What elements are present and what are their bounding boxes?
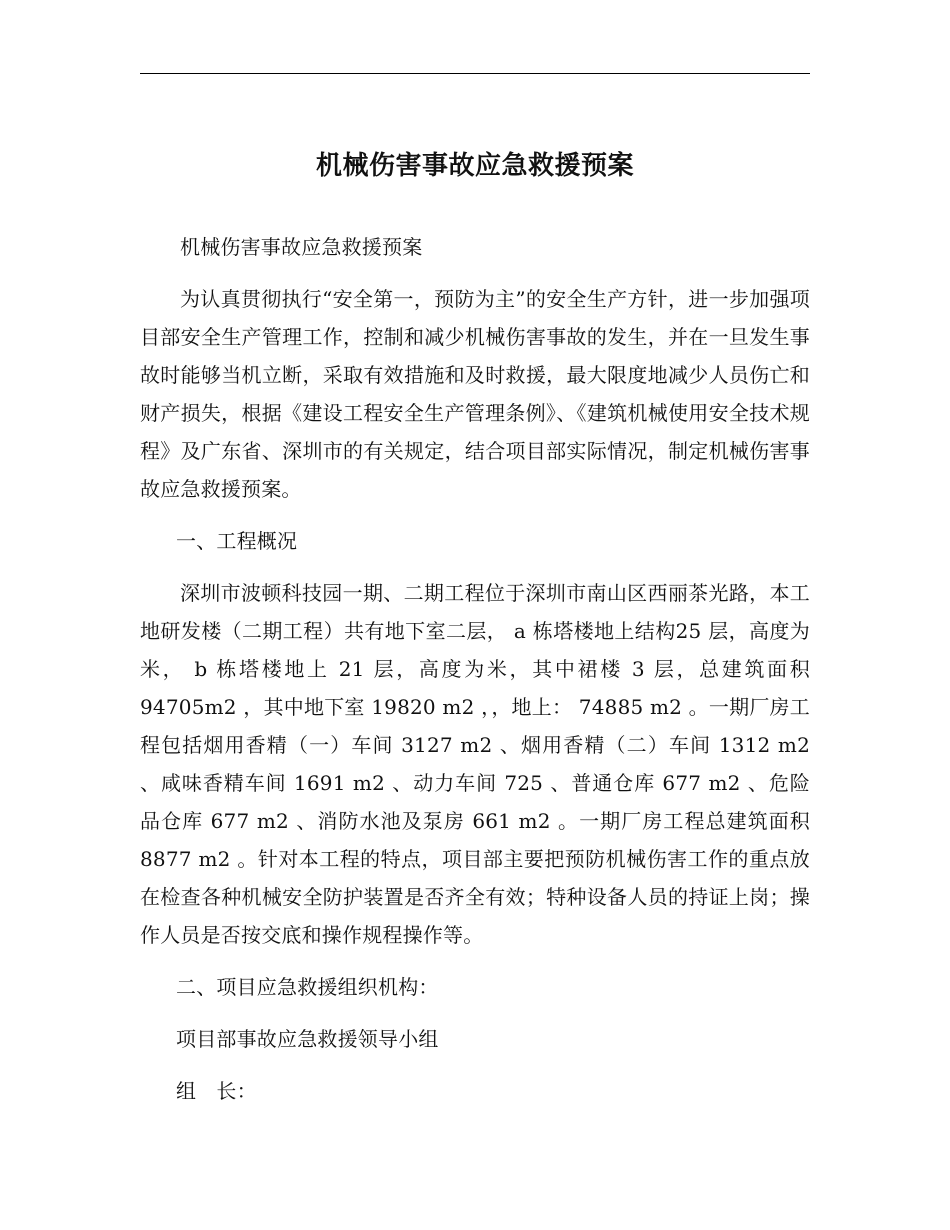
group-leader-line: 组 长： (176, 1079, 257, 1103)
intro-paragraph: 为认真贯彻执行“安全第一，预防为主”的安全生产方针，进一步加强项目部安全生产管理工作，控制和减少机械伤害事故的发生，并在一旦发生事故时能够当机立断，采取有效措施和及时救援，最大限度地减少人员伤亡和财产损失，根据《建设工程安全生产管理条例》、《建筑机械使用安全技术规程》及广东省、深圳市的有关规定，结合项目部实际情况，制定机械伤害事故应急救援预案。 (140, 287, 810, 501)
leadership-group-line: 项目部事故应急救援领导小组 (176, 1027, 439, 1051)
section-heading-rescue-organization: 二、项目应急救援组织机构： (176, 975, 439, 999)
section-heading-project-overview: 一、工程概况 (176, 529, 298, 553)
subtitle-paragraph: 机械伤害事故应急救援预案 (180, 235, 423, 259)
header-rule (140, 73, 810, 74)
document-body (140, 228, 810, 1110)
document-title: 机械伤害事故应急救援预案 (315, 151, 634, 181)
project-overview-paragraph: 深圳市波顿科技园一期、二期工程位于深圳市南山区西丽茶光路，本工地研发楼（二期工程）共有地下室二层， a 栋塔楼地上结构25 层，高度为米， b 栋塔楼地上 21 层，高度为米，其中裙楼 3 层，总建筑面积 94705m2 ，其中地下室 19820 m2 ，，地上： 74885 m2 。一期厂房工程包括烟用香精（一）车间 3127 m2 、烟用香精（二）车间 1312 m2 、咸味香精车间 1691 m2 、动力车间 725 、普通仓库 677 m2 、危险品仓库 677 m2 、消防水池及泵房 661 m2 。一期厂房工程总建筑面积 8877 m2 。针对本工程的特点，项目部主要把预防机械伤害工作的重点放在检查各种机械安全防护装置是否齐全有效；特种设备人员的持证上岗；操作人员是否按交底和操作规程操作等。 (140, 581, 810, 947)
